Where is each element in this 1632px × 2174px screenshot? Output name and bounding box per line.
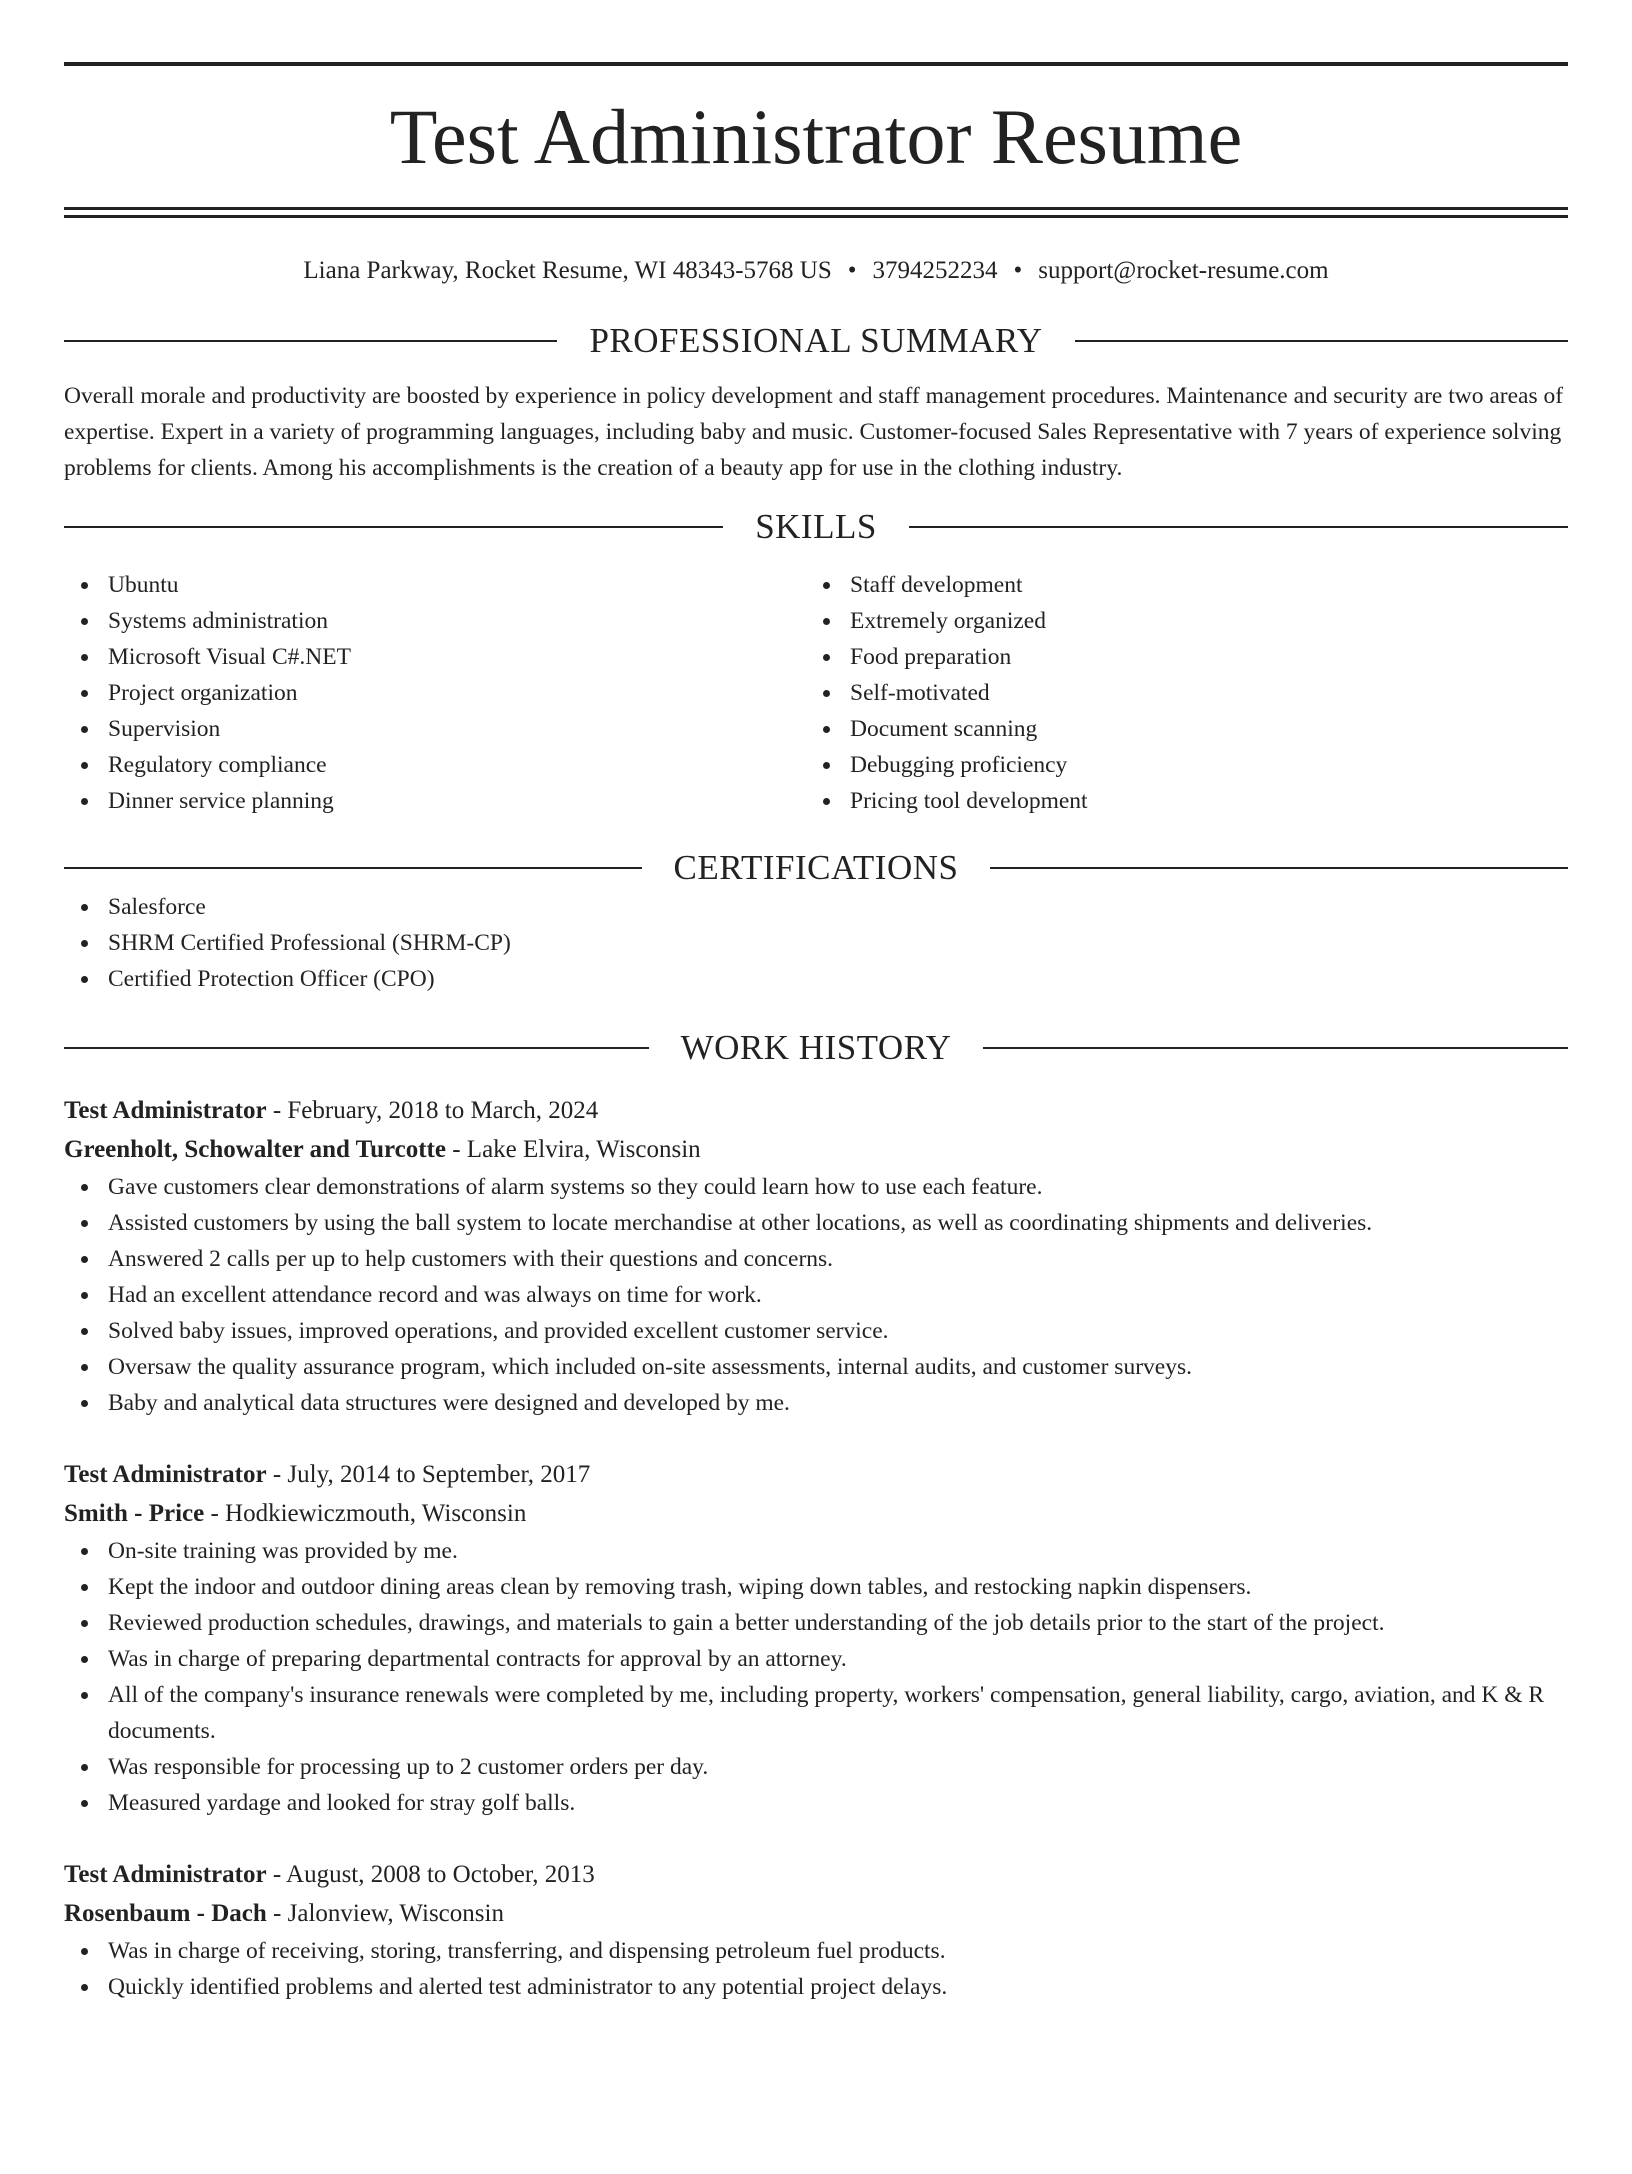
job-duty-item: Reviewed production schedules, drawings, and materials to gain a better understanding of the job details prior to the start of the project.: [64, 1605, 1568, 1641]
skill-item: Debugging proficiency: [806, 747, 1568, 783]
separator-dot: •: [847, 257, 857, 284]
job-duty-item: Answered 2 calls per up to help customers with their questions and concerns.: [64, 1241, 1568, 1277]
skills-heading: [64, 506, 1568, 548]
job-entry: [64, 1455, 1568, 1821]
job-duty-item: Was in charge of receiving, storing, transferring, and dispensing petroleum fuel products.: [64, 1933, 1568, 1969]
job-location: - Jalonview, Wisconsin: [266, 1900, 504, 1927]
job-title: Test Administrator: [64, 1461, 267, 1488]
skills-heading-text: SKILLS: [755, 507, 877, 546]
job-company: Rosenbaum - Dach: [64, 1900, 267, 1927]
job-dates: - August, 2008 to October, 2013: [266, 1861, 595, 1888]
skill-item: Dinner service planning: [64, 783, 816, 819]
certification-item: SHRM Certified Professional (SHRM-CP): [64, 925, 1568, 961]
job-duty-item: Solved baby issues, improved operations, and provided excellent customer service.: [64, 1313, 1568, 1349]
resume-page: [0, 62, 1632, 2174]
skill-item: Staff development: [806, 567, 1568, 603]
skill-item: Microsoft Visual C#.NET: [64, 639, 816, 675]
job-duty-item: Quickly identified problems and alerted test administrator to any potential project delays.: [64, 1969, 1568, 2005]
contact-line: [64, 256, 1568, 286]
skills-column-left: [64, 567, 816, 819]
job-company: Smith - Price: [64, 1500, 205, 1527]
job-title-line: [64, 1855, 1568, 1894]
skill-item: Ubuntu: [64, 567, 816, 603]
top-rule: [64, 62, 1568, 66]
job-duties-list: [64, 1533, 1568, 1821]
job-duty-item: Measured yardage and looked for stray golf balls.: [64, 1785, 1568, 1821]
certifications-heading: [64, 847, 1568, 889]
certification-item: Certified Protection Officer (CPO): [64, 961, 1568, 997]
skill-item: Project organization: [64, 675, 816, 711]
job-location: - Lake Elvira, Wisconsin: [445, 1136, 701, 1163]
phone-text: 3794252234: [872, 257, 998, 284]
summary-heading: [64, 320, 1568, 362]
skill-item: Document scanning: [806, 711, 1568, 747]
job-location: - Hodkiewiczmouth, Wisconsin: [204, 1500, 527, 1527]
summary-text: Overall morale and productivity are boosted by experience in policy development and staff management procedures. Maintenance and security are two areas of expertise. Expert in a variety of programming languages, including baby and music. Customer-focused Sales Representative with 7 years of experience solving problems for clients. Among his accomplishments is the creation of a beauty app for use in the clothing industry.: [64, 383, 1564, 481]
skill-item: Systems administration: [64, 603, 816, 639]
job-duty-item: Oversaw the quality assurance program, which included on-site assessments, internal audits, and customer surveys.: [64, 1349, 1568, 1385]
job-entry: [64, 1091, 1568, 1421]
work-history-heading: [64, 1027, 1568, 1069]
skill-item: Food preparation: [806, 639, 1568, 675]
job-entry: [64, 1855, 1568, 2005]
job-duty-item: Gave customers clear demonstrations of alarm systems so they could learn how to use each feature.: [64, 1169, 1568, 1205]
job-duty-item: Assisted customers by using the ball system to locate merchandise at other locations, as well as coordinating shipments and deliveries.: [64, 1205, 1568, 1241]
job-duty-item: Had an excellent attendance record and was always on time for work.: [64, 1277, 1568, 1313]
skill-item: Self-motivated: [806, 675, 1568, 711]
job-duty-item: Kept the indoor and outdoor dining areas clean by removing trash, wiping down tables, and restocking napkin dispensers.: [64, 1569, 1568, 1605]
skill-item: Supervision: [64, 711, 816, 747]
job-company-line: [64, 1130, 1568, 1169]
job-duty-item: Was responsible for processing up to 2 customer orders per day.: [64, 1749, 1568, 1785]
job-duty-item: Baby and analytical data structures were designed and developed by me.: [64, 1385, 1568, 1421]
summary-heading-text: PROFESSIONAL SUMMARY: [589, 321, 1043, 360]
skills-left-list: [64, 567, 816, 819]
skill-item: Pricing tool development: [806, 783, 1568, 819]
work-history-heading-text: WORK HISTORY: [680, 1028, 952, 1067]
job-duties-list: [64, 1169, 1568, 1421]
skill-item: Extremely organized: [806, 603, 1568, 639]
title-double-rule: [64, 207, 1568, 218]
resume-title: Test Administrator Resume: [389, 93, 1243, 180]
address-text: Liana Parkway, Rocket Resume, WI 48343-5768 US: [303, 257, 832, 284]
skills-column-right: [816, 567, 1568, 819]
job-dates: - February, 2018 to March, 2024: [266, 1097, 599, 1124]
skill-item: Regulatory compliance: [64, 747, 816, 783]
certifications-list: [64, 889, 1568, 997]
certification-item: Salesforce: [64, 889, 1568, 925]
job-duty-item: Was in charge of preparing departmental contracts for approval by an attorney.: [64, 1641, 1568, 1677]
job-company: Greenholt, Schowalter and Turcotte: [64, 1136, 446, 1163]
job-title: Test Administrator: [64, 1861, 267, 1888]
separator-dot: •: [1013, 257, 1023, 284]
skills-list: [64, 567, 1568, 819]
job-dates: - July, 2014 to September, 2017: [266, 1461, 591, 1488]
job-duty-item: All of the company's insurance renewals were completed by me, including property, workers' compensation, general liability, cargo, aviation, and K & R documents.: [64, 1677, 1568, 1749]
job-title-line: [64, 1091, 1568, 1130]
job-title-line: [64, 1455, 1568, 1494]
skills-right-list: [806, 567, 1568, 819]
certifications-heading-text: CERTIFICATIONS: [673, 848, 959, 887]
job-duty-item: On-site training was provided by me.: [64, 1533, 1568, 1569]
job-company-line: [64, 1894, 1568, 1933]
job-company-line: [64, 1494, 1568, 1533]
job-title: Test Administrator: [64, 1097, 267, 1124]
email-link[interactable]: support@rocket-resume.com: [1038, 257, 1329, 284]
job-duties-list: [64, 1933, 1568, 2005]
